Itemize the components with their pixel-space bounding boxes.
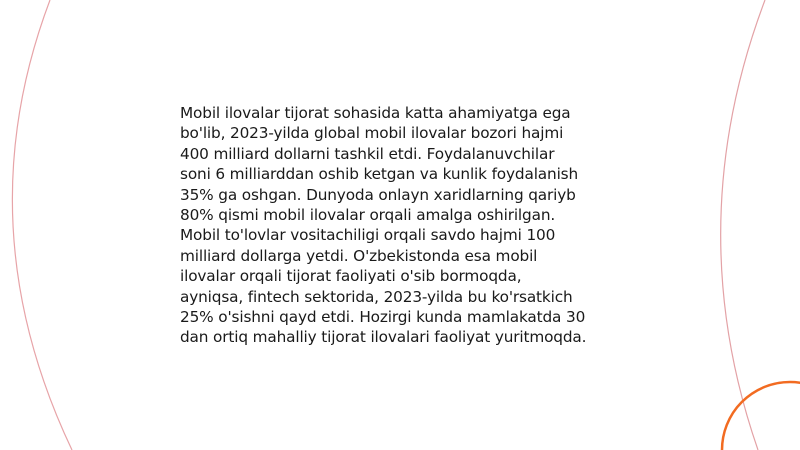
body-paragraph: Mobil ilovalar tijorat sohasida katta ahamiyatga ega bo'lib, 2023-yilda global mobil ilovalar bozori hajmi 400 milliard dollarni tashkil etdi. Foydalanuvchilar soni 6 milliarddan oshib ketgan va kunlik foydalanish 35% ga oshgan. Dunyoda onlayn xaridlarning qariyb 80% qismi mobil ilovalar orqali amalga oshirilgan. Mobil to'lovlar vositachiligi orqali savdo hajmi 100 milliard dollarga yetdi. O'zbekistonda esa mobil ilovalar orqali tijorat faoliyati o'sib bormoqda, ayniqsa, fintech sektorida, 2023-yilda bu ko'rsatkich 25% o'sishni qayd etdi. Hozirgi kunda mamlakatda 30 dan ortiq mahalliy tijorat ilovalari faoliyat yuritmoqda. bbox=[180, 104, 587, 347]
accent-circle-decoration bbox=[722, 382, 800, 450]
left-arc-decoration bbox=[12, 0, 72, 450]
right-arc-decoration bbox=[721, 0, 765, 450]
